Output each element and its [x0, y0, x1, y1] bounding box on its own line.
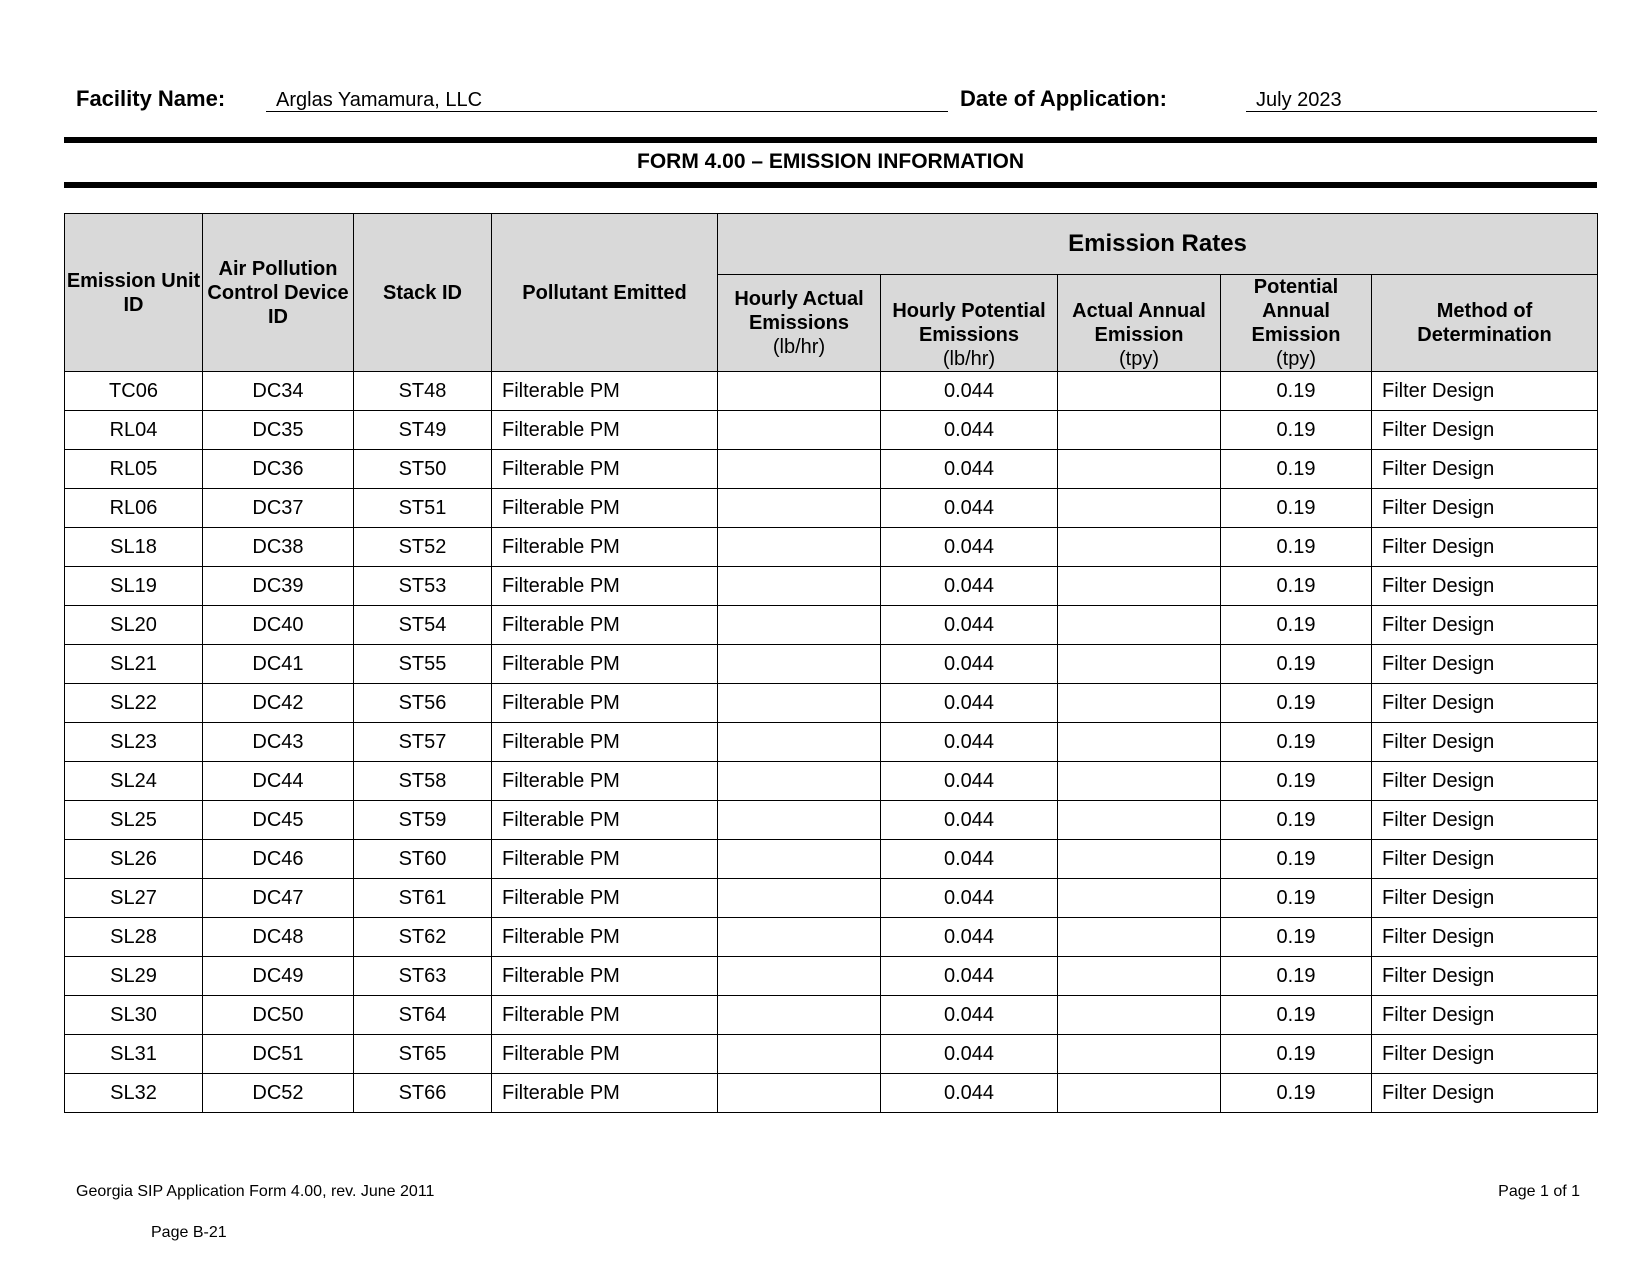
method-cell: Filter Design — [1372, 1035, 1598, 1074]
pollutant-cell: Filterable PM — [492, 528, 718, 567]
hourly-potential-cell: 0.044 — [881, 840, 1058, 879]
method-cell: Filter Design — [1372, 840, 1598, 879]
stack-id-cell: ST60 — [354, 840, 492, 879]
control-device-id-cell: DC46 — [203, 840, 354, 879]
stack-id-cell: ST65 — [354, 1035, 492, 1074]
table-row — [65, 567, 1598, 606]
emission-unit-id-cell: TC06 — [65, 372, 203, 411]
stack-id-cell: ST48 — [354, 372, 492, 411]
actual-annual-cell — [1058, 645, 1221, 684]
hourly-potential-cell: 0.044 — [881, 723, 1058, 762]
method-cell: Filter Design — [1372, 957, 1598, 996]
hourly-potential-cell: 0.044 — [881, 684, 1058, 723]
stack-id-cell: ST52 — [354, 528, 492, 567]
actual-annual-cell — [1058, 801, 1221, 840]
potential-annual-cell: 0.19 — [1221, 723, 1372, 762]
control-device-id-cell: DC38 — [203, 528, 354, 567]
stack-id-cell: ST50 — [354, 450, 492, 489]
pollutant-cell: Filterable PM — [492, 645, 718, 684]
table-row — [65, 606, 1598, 645]
actual-annual-cell — [1058, 723, 1221, 762]
hourly-potential-cell: 0.044 — [881, 1074, 1058, 1113]
hourly-potential-cell: 0.044 — [881, 450, 1058, 489]
pollutant-cell: Filterable PM — [492, 996, 718, 1035]
control-device-id-cell: DC35 — [203, 411, 354, 450]
table-row — [65, 645, 1598, 684]
emission-unit-id-cell: SL30 — [65, 996, 203, 1035]
hourly-potential-cell: 0.044 — [881, 1035, 1058, 1074]
emission-unit-id-cell: SL25 — [65, 801, 203, 840]
potential-annual-cell: 0.19 — [1221, 489, 1372, 528]
table-row — [65, 723, 1598, 762]
potential-annual-cell: 0.19 — [1221, 645, 1372, 684]
hourly-potential-cell: 0.044 — [881, 606, 1058, 645]
actual-annual-cell — [1058, 1074, 1221, 1113]
emission-unit-id-cell: SL27 — [65, 879, 203, 918]
control-device-id-cell: DC51 — [203, 1035, 354, 1074]
col-header-hourly-potential-unit: (lb/hr) — [942, 348, 996, 370]
potential-annual-cell: 0.19 — [1221, 567, 1372, 606]
actual-annual-cell — [1058, 372, 1221, 411]
emission-unit-id-cell: SL19 — [65, 567, 203, 606]
hourly-actual-cell — [718, 879, 881, 918]
method-cell: Filter Design — [1372, 1074, 1598, 1113]
control-device-id-cell: DC43 — [203, 723, 354, 762]
hourly-potential-cell: 0.044 — [881, 996, 1058, 1035]
emission-unit-id-cell: SL31 — [65, 1035, 203, 1074]
hourly-actual-cell — [718, 567, 881, 606]
col-header-emission-unit-id: Emission Unit ID — [65, 214, 203, 372]
col-header-hourly-potential — [881, 275, 1058, 372]
actual-annual-cell — [1058, 528, 1221, 567]
pollutant-cell: Filterable PM — [492, 840, 718, 879]
hourly-actual-cell — [718, 1035, 881, 1074]
method-cell: Filter Design — [1372, 528, 1598, 567]
emission-unit-id-cell: SL24 — [65, 762, 203, 801]
emission-unit-id-cell: SL29 — [65, 957, 203, 996]
hourly-actual-cell — [718, 450, 881, 489]
actual-annual-cell — [1058, 411, 1221, 450]
stack-id-cell: ST59 — [354, 801, 492, 840]
method-cell: Filter Design — [1372, 645, 1598, 684]
stack-id-cell: ST49 — [354, 411, 492, 450]
actual-annual-cell — [1058, 489, 1221, 528]
potential-annual-cell: 0.19 — [1221, 879, 1372, 918]
emission-unit-id-cell: SL18 — [65, 528, 203, 567]
actual-annual-cell — [1058, 762, 1221, 801]
col-header-actual-annual-unit: (tpy) — [1119, 348, 1159, 370]
hourly-actual-cell — [718, 957, 881, 996]
stack-id-cell: ST53 — [354, 567, 492, 606]
date-of-application-value: July 2023 — [1246, 88, 1597, 112]
table-row — [65, 762, 1598, 801]
pollutant-cell: Filterable PM — [492, 762, 718, 801]
date-of-application-label: Date of Application: — [960, 86, 1167, 111]
stack-id-cell: ST58 — [354, 762, 492, 801]
potential-annual-cell: 0.19 — [1221, 762, 1372, 801]
pollutant-cell: Filterable PM — [492, 801, 718, 840]
table-row — [65, 411, 1598, 450]
hourly-actual-cell — [718, 528, 881, 567]
col-header-method-of-determination: Method of Determination — [1372, 275, 1598, 372]
method-cell: Filter Design — [1372, 372, 1598, 411]
control-device-id-cell: DC39 — [203, 567, 354, 606]
col-header-actual-annual-title: Actual Annual Emission — [1072, 300, 1206, 346]
hourly-actual-cell — [718, 723, 881, 762]
hourly-potential-cell: 0.044 — [881, 762, 1058, 801]
col-header-potential-annual — [1221, 275, 1372, 372]
pollutant-cell: Filterable PM — [492, 879, 718, 918]
emission-unit-id-cell: SL22 — [65, 684, 203, 723]
pollutant-cell: Filterable PM — [492, 606, 718, 645]
control-device-id-cell: DC40 — [203, 606, 354, 645]
potential-annual-cell: 0.19 — [1221, 411, 1372, 450]
actual-annual-cell — [1058, 957, 1221, 996]
method-cell: Filter Design — [1372, 723, 1598, 762]
col-header-stack-id: Stack ID — [354, 214, 492, 372]
table-row — [65, 372, 1598, 411]
pollutant-cell: Filterable PM — [492, 1035, 718, 1074]
pollutant-cell: Filterable PM — [492, 684, 718, 723]
col-header-potential-annual-title: Potential Annual Emission — [1251, 276, 1341, 346]
pollutant-cell: Filterable PM — [492, 489, 718, 528]
stack-id-cell: ST55 — [354, 645, 492, 684]
hourly-actual-cell — [718, 489, 881, 528]
col-header-actual-annual — [1058, 275, 1221, 372]
actual-annual-cell — [1058, 1035, 1221, 1074]
table-body — [65, 372, 1598, 1113]
potential-annual-cell: 0.19 — [1221, 450, 1372, 489]
emission-unit-id-cell: RL06 — [65, 489, 203, 528]
control-device-id-cell: DC36 — [203, 450, 354, 489]
pollutant-cell: Filterable PM — [492, 723, 718, 762]
table-row — [65, 450, 1598, 489]
actual-annual-cell — [1058, 684, 1221, 723]
method-cell: Filter Design — [1372, 489, 1598, 528]
table-row — [65, 996, 1598, 1035]
hourly-potential-cell: 0.044 — [881, 372, 1058, 411]
pollutant-cell: Filterable PM — [492, 1074, 718, 1113]
potential-annual-cell: 0.19 — [1221, 840, 1372, 879]
emission-unit-id-cell: RL05 — [65, 450, 203, 489]
control-device-id-cell: DC52 — [203, 1074, 354, 1113]
method-cell: Filter Design — [1372, 801, 1598, 840]
stack-id-cell: ST62 — [354, 918, 492, 957]
hourly-potential-cell: 0.044 — [881, 528, 1058, 567]
table-row — [65, 528, 1598, 567]
hourly-actual-cell — [718, 606, 881, 645]
actual-annual-cell — [1058, 450, 1221, 489]
method-cell: Filter Design — [1372, 879, 1598, 918]
hourly-potential-cell: 0.044 — [881, 879, 1058, 918]
control-device-id-cell: DC34 — [203, 372, 354, 411]
emission-unit-id-cell: SL28 — [65, 918, 203, 957]
footer-page-of: Page 1 of 1 — [1498, 1183, 1580, 1200]
hourly-actual-cell — [718, 1074, 881, 1113]
actual-annual-cell — [1058, 996, 1221, 1035]
table-row — [65, 1074, 1598, 1113]
emission-unit-id-cell: SL21 — [65, 645, 203, 684]
control-device-id-cell: DC45 — [203, 801, 354, 840]
pollutant-cell: Filterable PM — [492, 372, 718, 411]
actual-annual-cell — [1058, 567, 1221, 606]
control-device-id-cell: DC37 — [203, 489, 354, 528]
col-header-potential-annual-unit: (tpy) — [1276, 348, 1316, 370]
hourly-actual-cell — [718, 840, 881, 879]
hourly-potential-cell: 0.044 — [881, 801, 1058, 840]
method-cell: Filter Design — [1372, 918, 1598, 957]
emission-unit-id-cell: SL26 — [65, 840, 203, 879]
potential-annual-cell: 0.19 — [1221, 606, 1372, 645]
facility-name-value: Arglas Yamamura, LLC — [266, 88, 948, 112]
stack-id-cell: ST57 — [354, 723, 492, 762]
emission-unit-id-cell: SL32 — [65, 1074, 203, 1113]
potential-annual-cell: 0.19 — [1221, 957, 1372, 996]
method-cell: Filter Design — [1372, 411, 1598, 450]
col-header-hourly-actual — [718, 275, 881, 372]
potential-annual-cell: 0.19 — [1221, 372, 1372, 411]
potential-annual-cell: 0.19 — [1221, 1074, 1372, 1113]
col-header-hourly-actual-unit: (lb/hr) — [772, 336, 826, 358]
hourly-actual-cell — [718, 645, 881, 684]
stack-id-cell: ST63 — [354, 957, 492, 996]
table-row — [65, 1035, 1598, 1074]
hourly-actual-cell — [718, 918, 881, 957]
table-row — [65, 489, 1598, 528]
pollutant-cell: Filterable PM — [492, 918, 718, 957]
form-title: FORM 4.00 – EMISSION INFORMATION — [637, 150, 1024, 173]
col-header-control-device-id: Air Pollution Control Device ID — [203, 214, 354, 372]
stack-id-cell: ST66 — [354, 1074, 492, 1113]
emission-table — [64, 213, 1598, 1113]
hourly-potential-cell: 0.044 — [881, 411, 1058, 450]
emission-unit-id-cell: SL20 — [65, 606, 203, 645]
actual-annual-cell — [1058, 918, 1221, 957]
potential-annual-cell: 0.19 — [1221, 684, 1372, 723]
hourly-potential-cell: 0.044 — [881, 918, 1058, 957]
footer-form-revision: Georgia SIP Application Form 4.00, rev. June 2011 — [76, 1183, 435, 1200]
potential-annual-cell: 0.19 — [1221, 918, 1372, 957]
emission-unit-id-cell: SL23 — [65, 723, 203, 762]
potential-annual-cell: 0.19 — [1221, 801, 1372, 840]
method-cell: Filter Design — [1372, 606, 1598, 645]
potential-annual-cell: 0.19 — [1221, 1035, 1372, 1074]
hourly-actual-cell — [718, 801, 881, 840]
hourly-actual-cell — [718, 684, 881, 723]
table-row — [65, 684, 1598, 723]
method-cell: Filter Design — [1372, 762, 1598, 801]
method-cell: Filter Design — [1372, 450, 1598, 489]
table-row — [65, 879, 1598, 918]
control-device-id-cell: DC42 — [203, 684, 354, 723]
hourly-actual-cell — [718, 411, 881, 450]
control-device-id-cell: DC48 — [203, 918, 354, 957]
method-cell: Filter Design — [1372, 996, 1598, 1035]
title-top-rule — [64, 137, 1597, 143]
hourly-potential-cell: 0.044 — [881, 567, 1058, 606]
hourly-potential-cell: 0.044 — [881, 957, 1058, 996]
table-row — [65, 840, 1598, 879]
actual-annual-cell — [1058, 606, 1221, 645]
stack-id-cell: ST56 — [354, 684, 492, 723]
pollutant-cell: Filterable PM — [492, 411, 718, 450]
potential-annual-cell: 0.19 — [1221, 996, 1372, 1035]
emission-unit-id-cell: RL04 — [65, 411, 203, 450]
table-row — [65, 801, 1598, 840]
hourly-actual-cell — [718, 372, 881, 411]
control-device-id-cell: DC44 — [203, 762, 354, 801]
facility-name-label: Facility Name: — [76, 86, 226, 111]
stack-id-cell: ST64 — [354, 996, 492, 1035]
pollutant-cell: Filterable PM — [492, 957, 718, 996]
method-cell: Filter Design — [1372, 567, 1598, 606]
stack-id-cell: ST51 — [354, 489, 492, 528]
potential-annual-cell: 0.19 — [1221, 528, 1372, 567]
table-row — [65, 957, 1598, 996]
hourly-potential-cell: 0.044 — [881, 489, 1058, 528]
pollutant-cell: Filterable PM — [492, 567, 718, 606]
method-cell: Filter Design — [1372, 684, 1598, 723]
footer-page-reference: Page B-21 — [151, 1224, 227, 1241]
actual-annual-cell — [1058, 879, 1221, 918]
stack-id-cell: ST54 — [354, 606, 492, 645]
hourly-actual-cell — [718, 762, 881, 801]
control-device-id-cell: DC49 — [203, 957, 354, 996]
col-header-hourly-actual-title: Hourly Actual Emissions — [734, 288, 864, 334]
table-row — [65, 918, 1598, 957]
control-device-id-cell: DC50 — [203, 996, 354, 1035]
group-header-emission-rates: Emission Rates — [718, 214, 1598, 275]
pollutant-cell: Filterable PM — [492, 450, 718, 489]
hourly-potential-cell: 0.044 — [881, 645, 1058, 684]
control-device-id-cell: DC41 — [203, 645, 354, 684]
control-device-id-cell: DC47 — [203, 879, 354, 918]
actual-annual-cell — [1058, 840, 1221, 879]
stack-id-cell: ST61 — [354, 879, 492, 918]
title-bottom-rule — [64, 182, 1597, 188]
col-header-hourly-potential-title: Hourly Potential Emissions — [892, 300, 1046, 346]
hourly-actual-cell — [718, 996, 881, 1035]
col-header-pollutant-emitted: Pollutant Emitted — [492, 214, 718, 372]
